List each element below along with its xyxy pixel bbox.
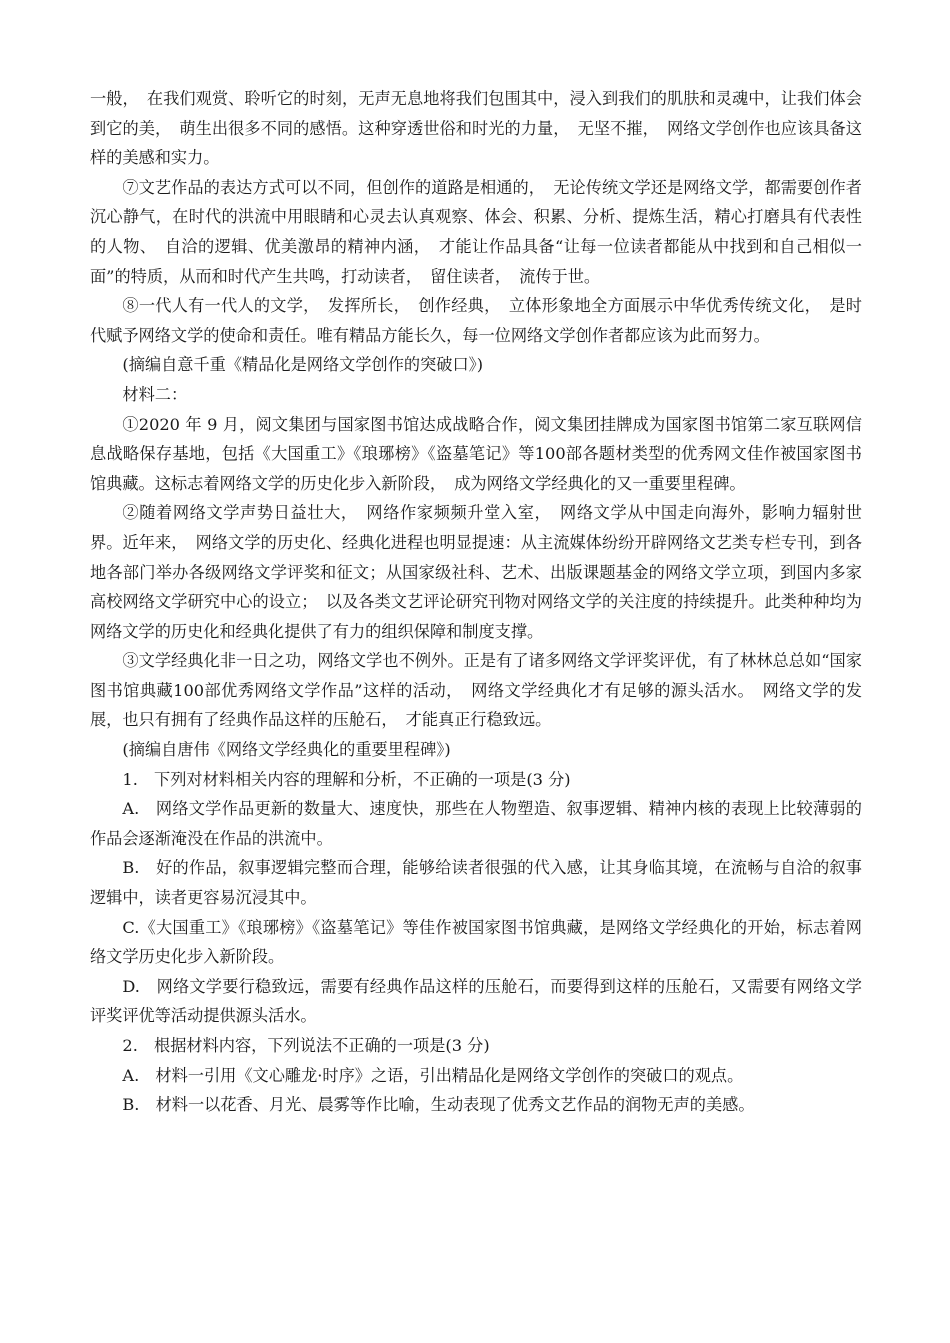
source-citation-2: (摘编自唐伟《网络文学经典化的重要里程碑》): [122, 740, 451, 760]
question-2: 2. 根据材料内容，下列说法不正确的一项是(3 分): [122, 1036, 490, 1055]
material-2-paragraph-2: ②随着网络文学声势日益壮大， 网络作家频频升堂入室， 网络文学从中国走向海外，影响力辐射世界。近年来， 网络文学的历史化、经典化进程也明显提速：从主流媒体纷纷开辟网络文艺类专栏专刊，到各地各部门举办各级网络文学评奖和征文；从国家级社科、艺术、出版课题基金的网络文学立项，到国内多家高校网络文学研究中心的设立； 以及各类文艺评论研究刊物对网络文学的关注度的持续提升。此类种种均为网络文学的历史化和经典化提供了有力的组织保障和制度支撑。: [90, 503, 862, 641]
material-2-paragraph-1: ①2020 年 9 月，阅文集团与国家图书馆达成战略合作，阅文集团挂牌成为国家图书馆第二家互联网信息战略保存基地，包括《大国重工》《琅琊榜》《盗墓笔记》等100部各题材类型的优秀网文佳作被国家图书馆典藏。这标志着网络文学的历史化步入新阶段， 成为网络文学经典化的又一重要里程碑。: [90, 414, 862, 493]
paragraph-continued: 一般， 在我们观赏、聆听它的时刻，无声无息地将我们包围其中，浸入到我们的肌肤和灵魂中，让我们体会到它的美， 萌生出很多不同的感悟。这种穿透世俗和时光的力量， 无坚不摧， 网络文学创作也应该具备这样的美感和实力。: [90, 89, 862, 168]
question-1-option-c: C.《大国重工》《琅琊榜》《盗墓笔记》等佳作被国家图书馆典藏，是网络文学经典化的开始，标志着网络文学历史化步入新阶段。: [90, 917, 862, 967]
question-1-option-d: D. 网络文学要行稳致远，需要有经典作品这样的压舱石，而要得到这样的压舱石，又需要有网络文学评奖评优等活动提供源头活水。: [90, 976, 862, 1026]
question-1-option-a: A. 网络文学作品更新的数量大、速度快，那些在人物塑造、叙事逻辑、精神内核的表现上比较薄弱的作品会逐渐淹没在作品的洪流中。: [90, 799, 862, 848]
document-page: [90, 84, 862, 1120]
question-2-option-a: A. 材料一引用《文心雕龙·时序》之语，引出精品化是网络文学创作的突破口的观点。: [122, 1065, 744, 1085]
material-2-heading: 材料二：: [122, 384, 188, 404]
paragraph-7: ⑦文艺作品的表达方式可以不同，但创作的道路是相通的， 无论传统文学还是网络文学，都需要创作者沉心静气，在时代的洪流中用眼睛和心灵去认真观察、体会、积累、分析、提炼生活，精心打磨具有代表性的人物、 自洽的逻辑、优美激昂的精神内涵， 才能让作品具备“让每一位读者都能从中找到和自己相似一面”的特质，从而和时代产生共鸣，打动读者， 留住读者， 流传于世。: [90, 177, 862, 286]
question-1: 1. 下列对材料相关内容的理解和分析，不正确的一项是(3 分): [122, 769, 571, 789]
question-2-option-b: B. 材料一以花香、月光、晨雾等作比喻，生动表现了优秀文艺作品的润物无声的美感。: [122, 1095, 755, 1115]
paragraph-8: ⑧一代人有一代人的文学， 发挥所长， 创作经典， 立体形象地全方面展示中华优秀传统文化， 是时代赋予网络文学的使命和责任。唯有精品方能长久，每一位网络文学创作者都应该为此而努力。: [90, 296, 862, 345]
question-1-option-b: B. 好的作品，叙事逻辑完整而合理，能够给读者很强的代入感，让其身临其境，在流畅与自洽的叙事逻辑中，读者更容易沉浸其中。: [90, 858, 862, 908]
material-2-paragraph-3: ③文学经典化非一日之功，网络文学也不例外。正是有了诸多网络文学评奖评优，有了林林总总如“国家图书馆典藏100部优秀网络文学作品”这样的活动， 网络文学经典化才有足够的源头活水。 网络文学的发展，也只有拥有了经典作品这样的压舱石， 才能真正行稳致远。: [90, 651, 862, 730]
source-citation-1: (摘编自意千重《精品化是网络文学创作的突破口》): [122, 355, 484, 375]
